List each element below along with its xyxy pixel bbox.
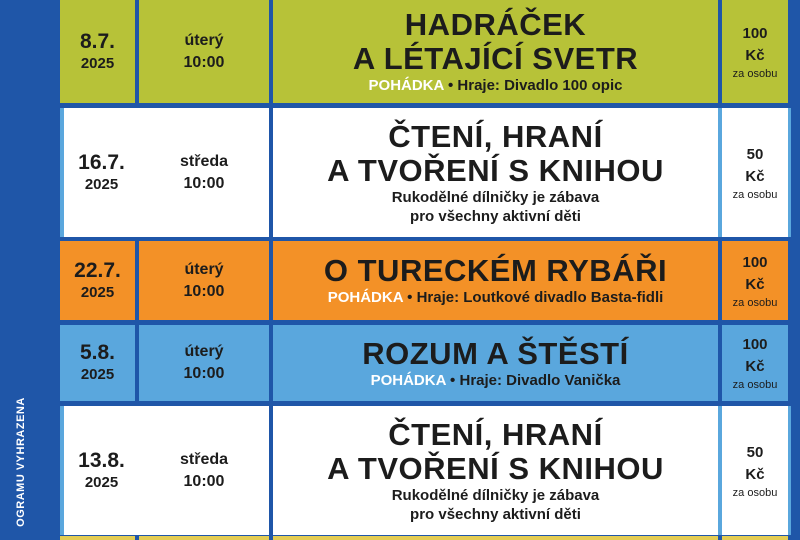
event-day: úterý [184,343,224,360]
event-time: 10:00 [183,282,225,300]
price-cell [722,0,788,103]
event-year: 2025 [84,473,119,491]
event-subtitle [371,371,621,390]
event-title-line: ČTENÍ, HRANÍ [388,118,603,154]
event-date: 8.7. [79,29,116,53]
event-cell [273,0,718,103]
program-row-1 [55,0,778,103]
event-title-line: A TVOŘENÍ S KNIHOU [327,450,664,486]
day-cell [139,241,269,320]
event-title-line: ROZUM A ŠTĚSTÍ [362,335,629,371]
event-year: 2025 [80,283,115,301]
event-cell [273,536,718,540]
event-cell [273,325,718,401]
price-cell [722,406,791,535]
event-day: středa [179,450,229,468]
event-year: 2025 [80,366,115,383]
day-cell [139,325,269,401]
event-currency: Kč [745,465,765,483]
event-currency: Kč [745,167,765,185]
event-note: Hraje: Divadlo 100 opic [457,77,623,94]
event-cell [273,108,722,237]
event-note: Hraje: Divadlo Vanička [459,371,621,389]
event-day: úterý [184,31,224,49]
event-description-line: Rukodělné dílničky je zábava [391,486,600,504]
event-date: 5.8. [79,341,116,364]
event-year: 2025 [84,175,119,193]
event-subtitle [328,288,664,307]
date-cell [60,0,135,103]
event-price: 100 [742,336,768,353]
event-title-line: O TURECKÉM RYBÁŘI [323,253,668,288]
sidebar-text: OGRAMU VYHRAZENA [15,397,27,527]
event-date: 16.7. [78,150,125,174]
sidebar-vertical-text [6,387,36,537]
event-genre: POHÁDKA [368,77,444,94]
event-currency: Kč [745,275,765,293]
event-genre: POHÁDKA [370,371,446,389]
event-subtitle [369,76,623,95]
event-cell [273,241,718,320]
bullet-separator: • [407,289,413,306]
event-note: Hraje: Loutkové divadlo Basta-fidli [416,289,664,306]
day-cell [139,0,269,103]
event-currency: Kč [745,358,765,375]
program-row-6-partial [55,536,742,540]
program-row-3 [55,241,778,320]
event-day: úterý [184,260,224,278]
price-unit: za osobu [732,67,778,80]
event-time: 10:00 [183,472,225,490]
event-price: 50 [746,145,764,163]
event-year: 2025 [80,54,115,72]
event-time: 10:00 [183,365,225,382]
date-cell [60,536,135,540]
event-title-line: A TVOŘENÍ S KNIHOU [327,152,664,188]
price-unit: za osobu [732,379,778,391]
program-row-4 [55,325,778,401]
bullet-separator: • [450,371,456,389]
event-price: 100 [742,253,768,271]
event-price: 100 [742,24,768,42]
event-time: 10:00 [183,53,225,71]
day-cell [139,406,269,535]
price-cell [722,536,788,540]
date-cell [60,325,135,401]
event-title-line: A LÉTAJÍCÍ SVETR [352,41,639,76]
date-cell [60,406,139,535]
day-cell [139,536,269,540]
event-description-line: pro všechny aktivní děti [410,505,581,523]
event-time: 10:00 [183,174,225,192]
event-description-line: Rukodělné dílničky je zábava [391,188,600,206]
date-cell [60,241,135,320]
event-description-line: pro všechny aktivní děti [410,207,581,225]
event-price: 50 [746,443,764,461]
date-cell [60,108,139,237]
bullet-separator: • [447,77,454,94]
day-cell [139,108,269,237]
event-genre: POHÁDKA [327,289,403,306]
price-cell [722,241,788,320]
event-title-line: HADRÁČEK [404,7,587,42]
event-date: 13.8. [78,448,125,472]
price-cell [722,325,788,401]
program-row-5 [55,406,778,535]
program-row-2 [55,108,778,237]
event-title-line: ČTENÍ, HRANÍ [388,416,603,452]
price-unit: za osobu [732,296,778,309]
event-cell [273,406,722,535]
price-cell [722,108,791,237]
price-unit: za osobu [732,486,778,499]
event-date: 22.7. [74,258,121,282]
event-currency: Kč [745,46,765,64]
price-unit: za osobu [732,188,778,201]
event-day: středa [179,152,229,170]
